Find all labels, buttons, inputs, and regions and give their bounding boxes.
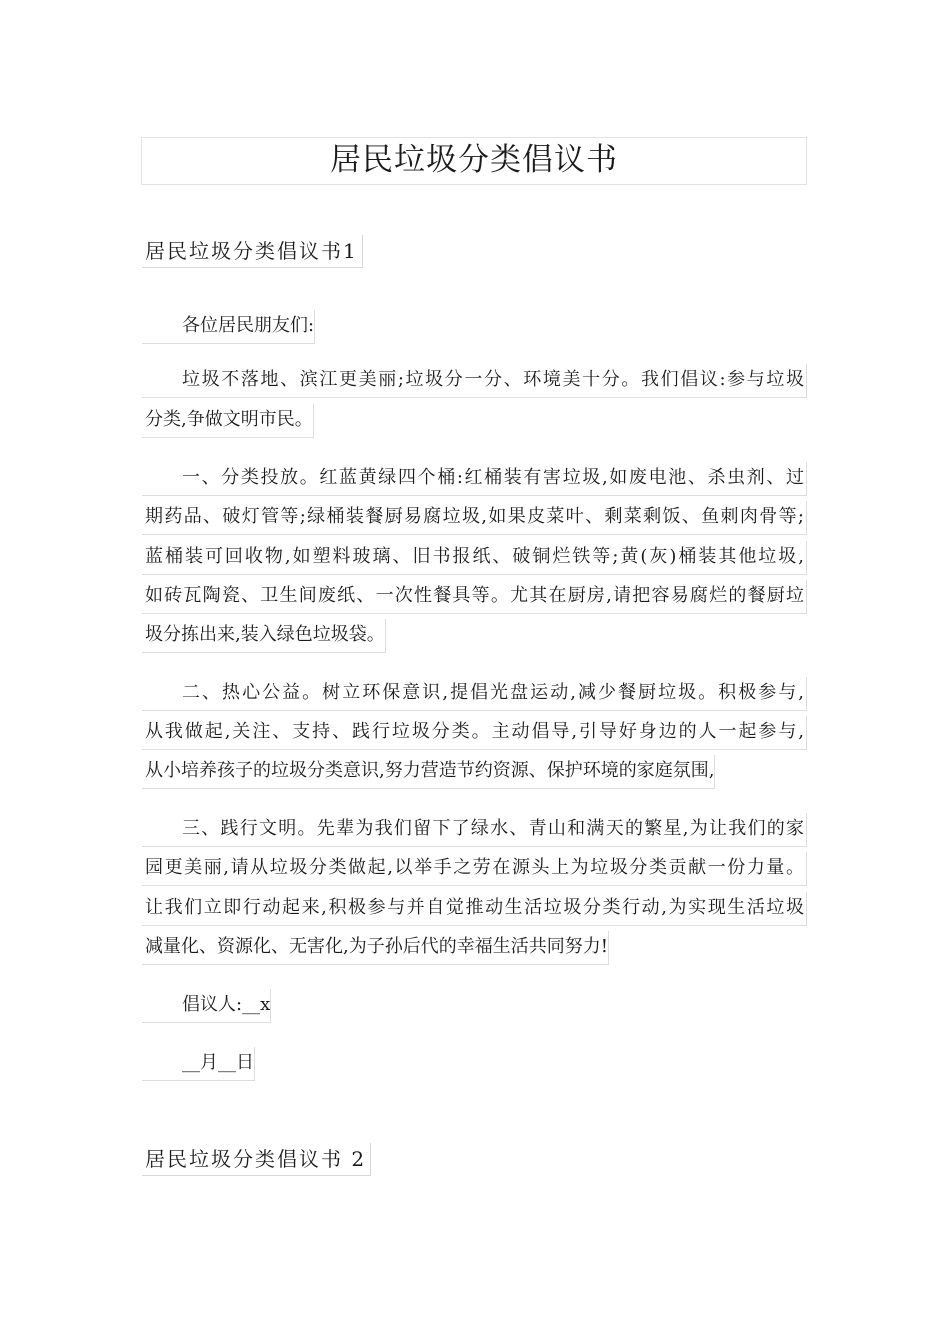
section-heading-2: 居民垃圾分类倡议书 2	[142, 1143, 371, 1176]
para4-line-3: 让我们立即行动起来,积极参与并自觉推动生活垃圾分类行动,为实现生活垃圾	[142, 892, 807, 926]
para3-line-2: 从我做起,关注、支持、践行垃圾分类。主动倡导,引导好身边的人一起参与,	[142, 716, 807, 750]
document-title: 居民垃圾分类倡议书	[141, 137, 807, 185]
greeting-line: 各位居民朋友们:	[142, 310, 315, 344]
date-line: __月__日	[142, 1047, 255, 1081]
para2-line-5: 圾分拣出来,装入绿色垃圾袋。	[142, 619, 386, 653]
para2-line-4: 如砖瓦陶瓷、卫生间废纸、一次性餐具等。尤其在厨房,请把容易腐烂的餐厨垃	[142, 580, 807, 614]
signer-line: 倡议人:__x	[142, 989, 271, 1023]
para1-line-1: 垃圾不落地、滨江更美丽;垃圾分一分、环境美十分。我们倡议:参与垃圾	[142, 364, 807, 398]
para4-line-1: 三、践行文明。先辈为我们留下了绿水、青山和满天的繁星,为让我们的家	[142, 813, 807, 847]
para2-line-1: 一、分类投放。红蓝黄绿四个桶:红桶装有害垃圾,如废电池、杀虫剂、过	[142, 462, 807, 496]
section-heading-1: 居民垃圾分类倡议书1	[142, 235, 363, 268]
para4-line-2: 园更美丽,请从垃圾分类做起,以举手之劳在源头上为垃圾分类贡献一份力量。	[142, 852, 807, 886]
para3-line-3: 从小培养孩子的垃圾分类意识,努力营造节约资源、保护环境的家庭氛围,	[142, 755, 715, 789]
para3-line-1: 二、热心公益。树立环保意识,提倡光盘运动,减少餐厨垃圾。积极参与,	[142, 677, 807, 711]
para2-line-2: 期药品、破灯管等;绿桶装餐厨易腐垃圾,如果皮菜叶、剩菜剩饭、鱼刺肉骨等;	[142, 501, 807, 535]
para1-line-2: 分类,争做文明市民。	[142, 404, 314, 438]
para4-line-4: 减量化、资源化、无害化,为子孙后代的幸福生活共同努力!	[142, 931, 609, 965]
para2-line-3: 蓝桶装可回收物,如塑料玻璃、旧书报纸、破铜烂铁等;黄(灰)桶装其他垃圾,	[142, 541, 807, 575]
